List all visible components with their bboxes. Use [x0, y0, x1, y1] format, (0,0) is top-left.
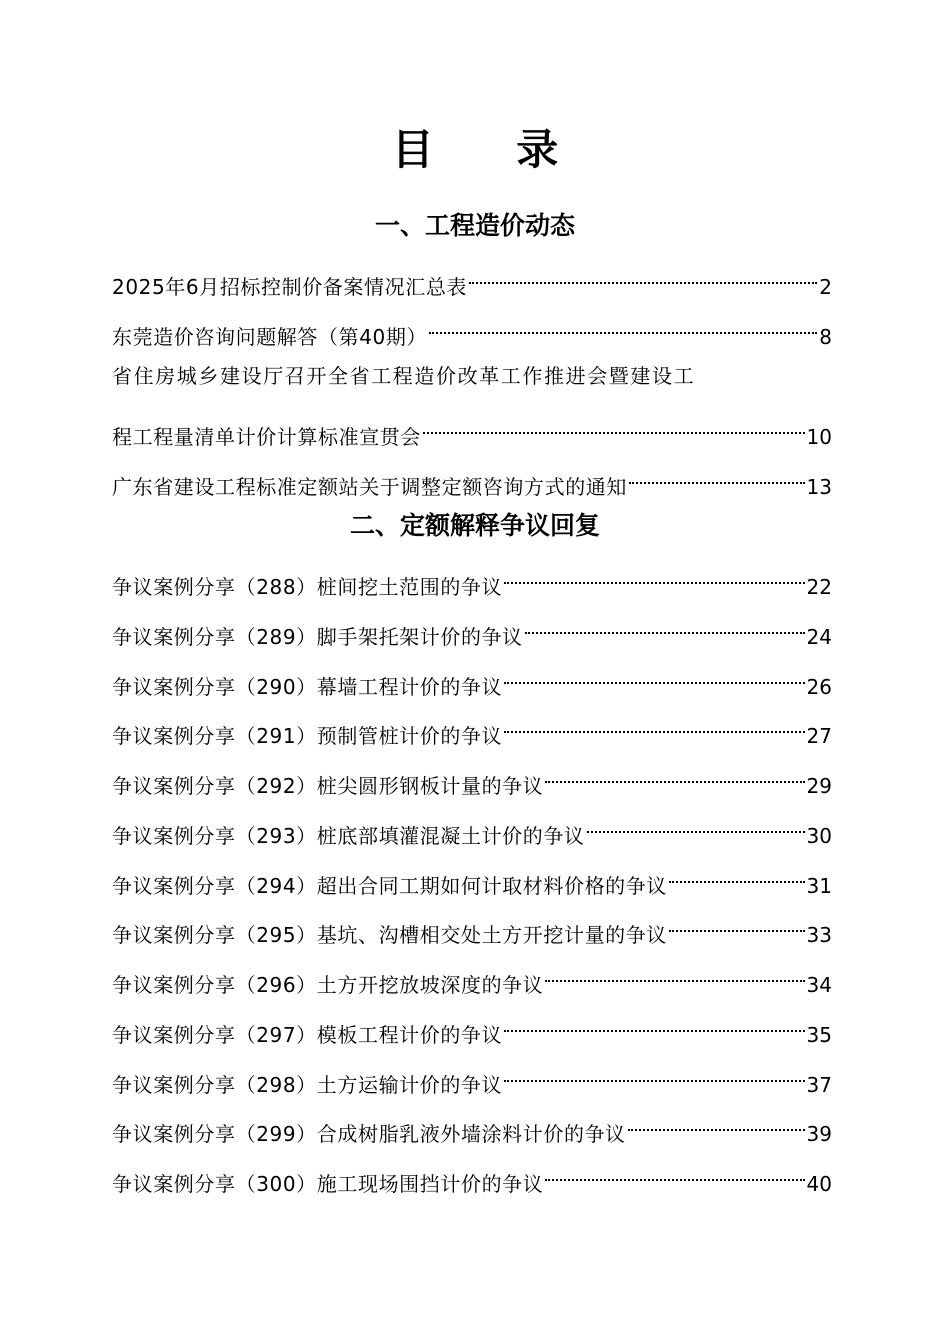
toc-entry-page: 8: [819, 325, 832, 349]
dot-leader: [423, 408, 805, 444]
toc-entry[interactable]: [112, 458, 832, 499]
toc-entry-page: 35: [806, 1023, 832, 1047]
toc-entry-title: 东莞造价咨询问题解答（第40期）: [112, 325, 428, 349]
toc-entry-page: 37: [806, 1073, 832, 1097]
toc-entry-title-line1[interactable]: 省住房城乡建设厅召开全省工程造价改革工作推进会暨建设工: [112, 364, 696, 388]
toc-entry-page: 26: [806, 675, 832, 699]
toc-entry-title: 争议案例分享（288）桩间挖土范围的争议: [112, 575, 503, 599]
toc-entry[interactable]: [112, 408, 832, 449]
toc-entry-title: 广东省建设工程标准定额站关于调整定额咨询方式的通知: [112, 475, 627, 499]
dot-leader: [504, 658, 804, 694]
toc-entry-title: 争议案例分享（294）超出合同工期如何计取材料价格的争议: [112, 874, 667, 898]
toc-entry-title: 争议案例分享（290）幕墙工程计价的争议: [112, 675, 503, 699]
toc-entry-page: 33: [806, 923, 832, 947]
dot-leader: [504, 707, 804, 743]
toc-entry[interactable]: [112, 1105, 832, 1146]
dot-leader: [545, 757, 804, 793]
toc-entry-title: 争议案例分享（299）合成树脂乳液外墙涂料计价的争议: [112, 1122, 626, 1146]
toc-entry-title: 争议案例分享（291）预制管桩计价的争议: [112, 724, 503, 748]
toc-entry[interactable]: [112, 956, 832, 997]
dot-leader: [545, 956, 804, 992]
toc-entry-title: 争议案例分享（293）桩底部填灌混凝土计价的争议: [112, 824, 585, 848]
toc-entry-page: 31: [806, 874, 832, 898]
toc-entry-page: 30: [806, 824, 832, 848]
toc-entry-title: 争议案例分享（296）土方开挖放坡深度的争议: [112, 973, 544, 997]
toc-entry-page: 13: [806, 475, 832, 499]
toc-entry-title: 2025年6月招标控制价备案情况汇总表: [112, 275, 468, 299]
dot-leader: [669, 906, 805, 942]
toc-entry-page: 34: [806, 973, 832, 997]
dot-leader: [504, 1006, 804, 1042]
dot-leader: [504, 558, 804, 594]
toc-entry[interactable]: [112, 258, 832, 299]
toc-entry-title: 争议案例分享（298）土方运输计价的争议: [112, 1073, 503, 1097]
toc-entry-title: 争议案例分享（289）脚手架托架计价的争议: [112, 625, 523, 649]
toc-entry-title: 程工程量清单计价计算标准宣贯会: [112, 425, 421, 449]
page-title: 目 录: [391, 125, 593, 174]
dot-leader: [469, 258, 817, 294]
toc-entry-page: 24: [806, 625, 832, 649]
toc-entry-page: 22: [806, 575, 832, 599]
toc-entry-page: 27: [806, 724, 832, 748]
dot-leader: [525, 608, 805, 644]
toc-entry[interactable]: [112, 658, 832, 699]
toc-entry-page: 39: [806, 1122, 832, 1146]
dot-leader: [545, 1155, 804, 1191]
toc-entry[interactable]: [112, 906, 832, 947]
toc-entry-page: 10: [806, 425, 832, 449]
dot-leader: [429, 308, 817, 344]
dot-leader: [669, 857, 805, 893]
toc-entry[interactable]: [112, 807, 832, 848]
toc-entry-title: 争议案例分享（297）模板工程计价的争议: [112, 1023, 503, 1047]
toc-entry[interactable]: [112, 308, 832, 349]
section-heading-2: 二、定额解释争议回复: [349, 511, 600, 540]
toc-entry[interactable]: [112, 608, 832, 649]
toc-entry[interactable]: [112, 1155, 832, 1196]
toc-entry-title: 争议案例分享（292）桩尖圆形钢板计量的争议: [112, 774, 544, 798]
toc-entry[interactable]: [112, 558, 832, 599]
toc-entry-page: 40: [806, 1172, 832, 1196]
toc-entry-title: 争议案例分享（300）施工现场围挡计价的争议: [112, 1172, 544, 1196]
toc-entry-page: 2: [819, 275, 832, 299]
section-heading-1: 一、工程造价动态: [374, 211, 575, 240]
toc-entry[interactable]: [112, 1006, 832, 1047]
dot-leader: [629, 458, 805, 494]
toc-entry[interactable]: [112, 707, 832, 748]
dot-leader: [628, 1105, 805, 1141]
dot-leader: [587, 807, 805, 843]
dot-leader: [504, 1056, 804, 1092]
toc-entry[interactable]: [112, 1056, 832, 1097]
toc-entry[interactable]: [112, 757, 832, 798]
toc-entry-page: 29: [806, 774, 832, 798]
toc-entry[interactable]: [112, 857, 832, 898]
toc-entry-title: 争议案例分享（295）基坑、沟槽相交处土方开挖计量的争议: [112, 923, 667, 947]
